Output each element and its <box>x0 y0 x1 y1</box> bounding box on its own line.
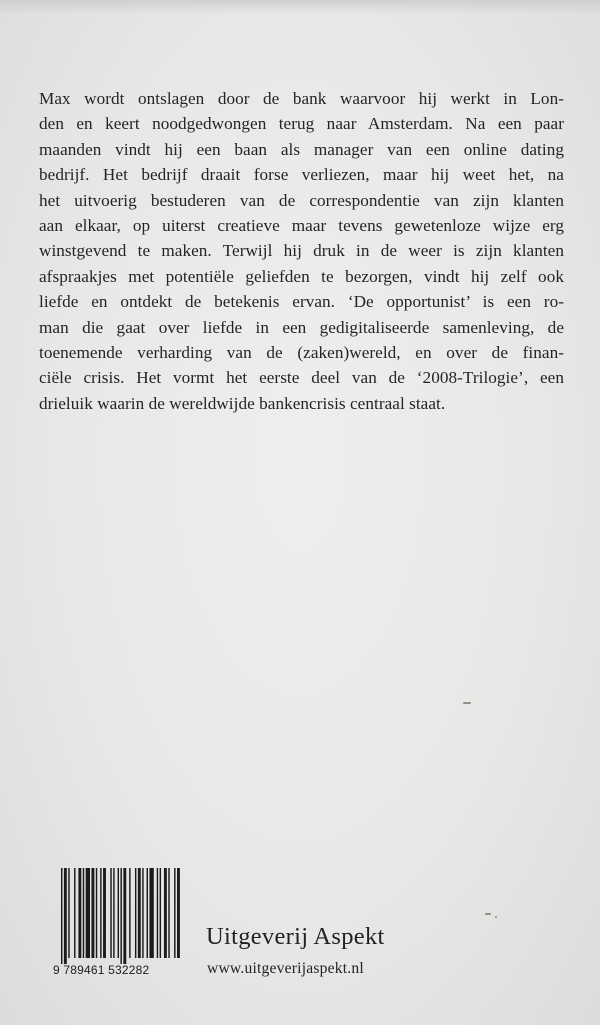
barcode-bar <box>86 868 90 958</box>
barcode-bar <box>123 868 126 964</box>
barcode-bar <box>138 868 141 958</box>
barcode-bar <box>157 868 158 958</box>
barcode <box>53 868 185 978</box>
barcode-bar <box>96 868 97 958</box>
barcode-bar <box>142 868 143 958</box>
blurb-line: drieluik waarin de wereldwijde bankencrisis centraal staat. <box>39 393 446 413</box>
barcode-bar <box>103 868 106 958</box>
print-speck <box>485 913 491 915</box>
blurb-line: ciële crisis. Het vormt het eerste deel van de ‘2008-Trilogie’, een <box>39 368 564 388</box>
blurb-line: bedrijf. Het bedrijf draait forse verliezen, maar hij weet het, na <box>39 165 564 185</box>
barcode-bar <box>174 868 175 958</box>
barcode-bar <box>129 868 130 958</box>
barcode-bar <box>83 868 84 958</box>
barcode-bar <box>100 868 101 958</box>
publisher-name: Uitgeverij Aspekt <box>206 923 385 950</box>
isbn-digits: 9 789461 532282 <box>53 963 150 977</box>
barcode-icon <box>53 868 185 964</box>
barcode-bar <box>118 868 119 958</box>
blurb-line: toenemende verharding van de (zaken)wereld, en over de finan- <box>39 343 564 363</box>
barcode-bar <box>164 868 167 958</box>
barcode-bar <box>177 868 180 958</box>
blurb-line: Max wordt ontslagen door de bank waarvoor hij werkt in Lon- <box>39 89 564 108</box>
barcode-bar <box>61 868 62 964</box>
publisher-website: www.uitgeverijaspekt.nl <box>207 960 364 977</box>
barcode-bar <box>78 868 81 958</box>
barcode-bar <box>91 868 94 958</box>
blurb-line: den en keert noodgedwongen terug naar Amsterdam. Na een paar <box>39 114 564 134</box>
barcode-bar <box>113 868 114 958</box>
barcode-bar <box>74 868 75 958</box>
barcode-bar <box>110 868 111 958</box>
barcode-bar <box>160 868 161 958</box>
blurb-line: het uitvoerig bestuderen van de correspondentie van zijn klanten <box>39 190 564 210</box>
blurb-line: winstgevend te maken. Terwijl hij druk in de weer is zijn klanten <box>39 241 564 261</box>
blurb-line: aan elkaar, op uiterst creatieve maar tevens gewetenloze wijze erg <box>39 216 564 236</box>
print-speck <box>495 916 497 918</box>
blurb-line: maanden vindt hij een baan als manager van een online dating <box>39 139 564 159</box>
barcode-bar <box>149 868 153 958</box>
print-speck <box>463 702 471 704</box>
barcode-bar <box>168 868 169 958</box>
barcode-bar <box>135 868 136 958</box>
barcode-bar <box>147 868 148 958</box>
barcode-bar <box>120 868 121 964</box>
barcode-bar <box>64 868 67 964</box>
top-edge-shadow <box>0 0 600 14</box>
blurb-line: liefde en ontdekt de betekenis ervan. ‘De opportunist’ is een ro- <box>39 292 564 312</box>
barcode-bar <box>68 868 69 958</box>
blurb-line: man die gaat over liefde in een gedigitaliseerde samenleving, de <box>39 317 564 337</box>
blurb-line: afspraakjes met potentiële geliefden te bezorgen, vindt hij zelf ook <box>39 266 564 286</box>
blurb-text <box>39 86 564 416</box>
